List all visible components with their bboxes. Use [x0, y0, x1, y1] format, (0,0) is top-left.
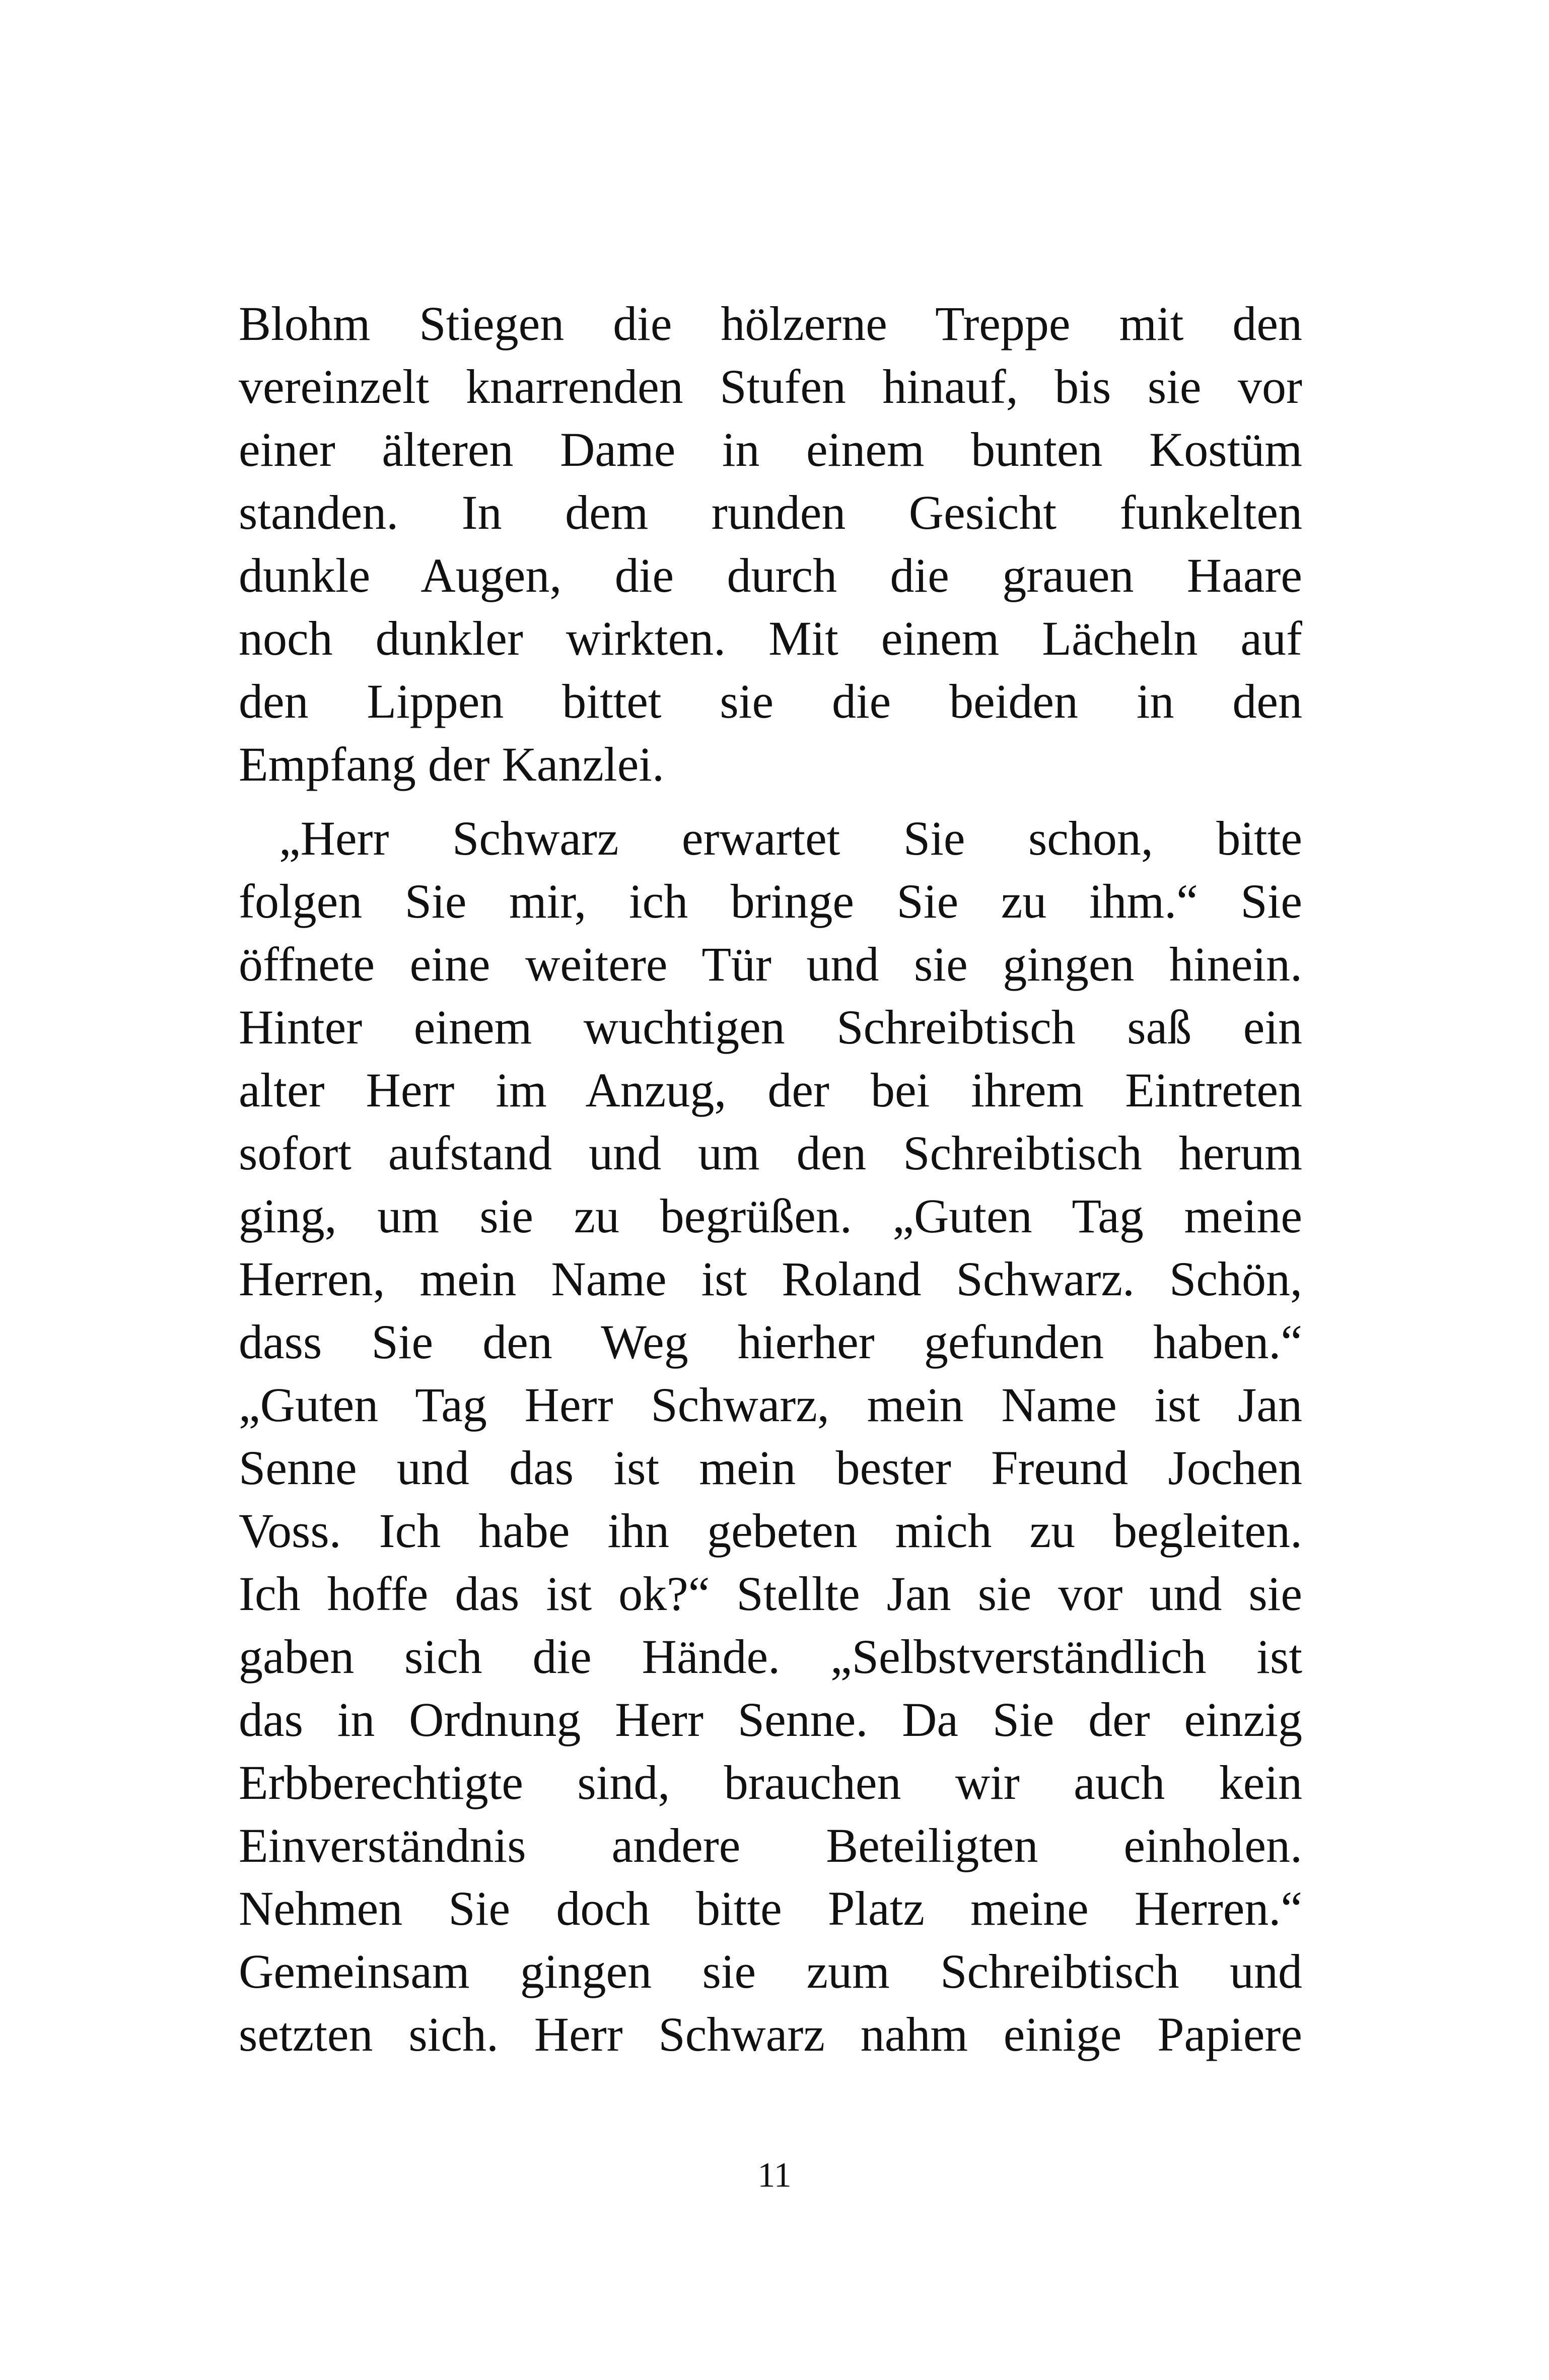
- text-line: standen. In dem runden Gesicht funkelten: [239, 485, 1302, 539]
- paragraph-spacing: [239, 796, 1302, 807]
- text-line: „Guten Tag Herr Schwarz, mein Name ist Jan: [239, 1378, 1302, 1432]
- text-line: Einverständnis andere Beteiligten einholen.: [239, 1818, 1302, 1872]
- text-line: Nehmen Sie doch bitte Platz meine Herren.“: [239, 1881, 1302, 1935]
- text-line: noch dunkler wirkten. Mit einem Lächeln auf: [239, 611, 1302, 665]
- paragraph-1: [239, 292, 1302, 796]
- text-line: vereinzelt knarrenden Stufen hinauf, bis sie vor: [239, 360, 1302, 413]
- paragraph-2: [239, 807, 1302, 2066]
- text-line: setzten sich. Herr Schwarz nahm einige Papiere: [239, 2007, 1302, 2061]
- text-line: dass Sie den Weg hierher gefunden haben.“: [239, 1315, 1302, 1369]
- text-line: „Herr Schwarz erwartet Sie schon, bitte: [279, 811, 1302, 865]
- text-line: ging, um sie zu begrüßen. „Guten Tag meine: [239, 1189, 1302, 1243]
- text-line: Blohm Stiegen die hölzerne Treppe mit den: [239, 297, 1302, 351]
- text-line: Hinter einem wuchtigen Schreibtisch saß ein: [239, 1000, 1302, 1054]
- text-line: Senne und das ist mein bester Freund Jochen: [239, 1441, 1302, 1495]
- text-line: Empfang der Kanzlei.: [239, 737, 664, 791]
- text-line: Ich hoffe das ist ok?“ Stellte Jan sie vor und sie: [239, 1567, 1302, 1621]
- text-line: den Lippen bittet sie die beiden in den: [239, 674, 1302, 728]
- text-line: öffnete eine weitere Tür und sie gingen hinein.: [239, 937, 1302, 991]
- text-line: alter Herr im Anzug, der bei ihrem Eintreten: [239, 1063, 1302, 1117]
- text-line: Gemeinsam gingen sie zum Schreibtisch und: [239, 1944, 1302, 1998]
- text-line: einer älteren Dame in einem bunten Kostüm: [239, 423, 1302, 476]
- page-number: 11: [757, 2156, 792, 2195]
- text-line: das in Ordnung Herr Senne. Da Sie der einzig: [239, 1693, 1302, 1746]
- text-line: Herren, mein Name ist Roland Schwarz. Schön,: [239, 1252, 1302, 1306]
- text-line: dunkle Augen, die durch die grauen Haare: [239, 548, 1302, 602]
- text-line: sofort aufstand und um den Schreibtisch herum: [239, 1126, 1302, 1180]
- text-line: Voss. Ich habe ihn gebeten mich zu begleiten.: [239, 1504, 1302, 1558]
- text-line: folgen Sie mir, ich bringe Sie zu ihm.“ Sie: [239, 874, 1302, 928]
- text-line: Erbberechtigte sind, brauchen wir auch kein: [239, 1756, 1302, 1809]
- body-text: [239, 292, 1302, 2066]
- text-line: gaben sich die Hände. „Selbstverständlich ist: [239, 1630, 1302, 1684]
